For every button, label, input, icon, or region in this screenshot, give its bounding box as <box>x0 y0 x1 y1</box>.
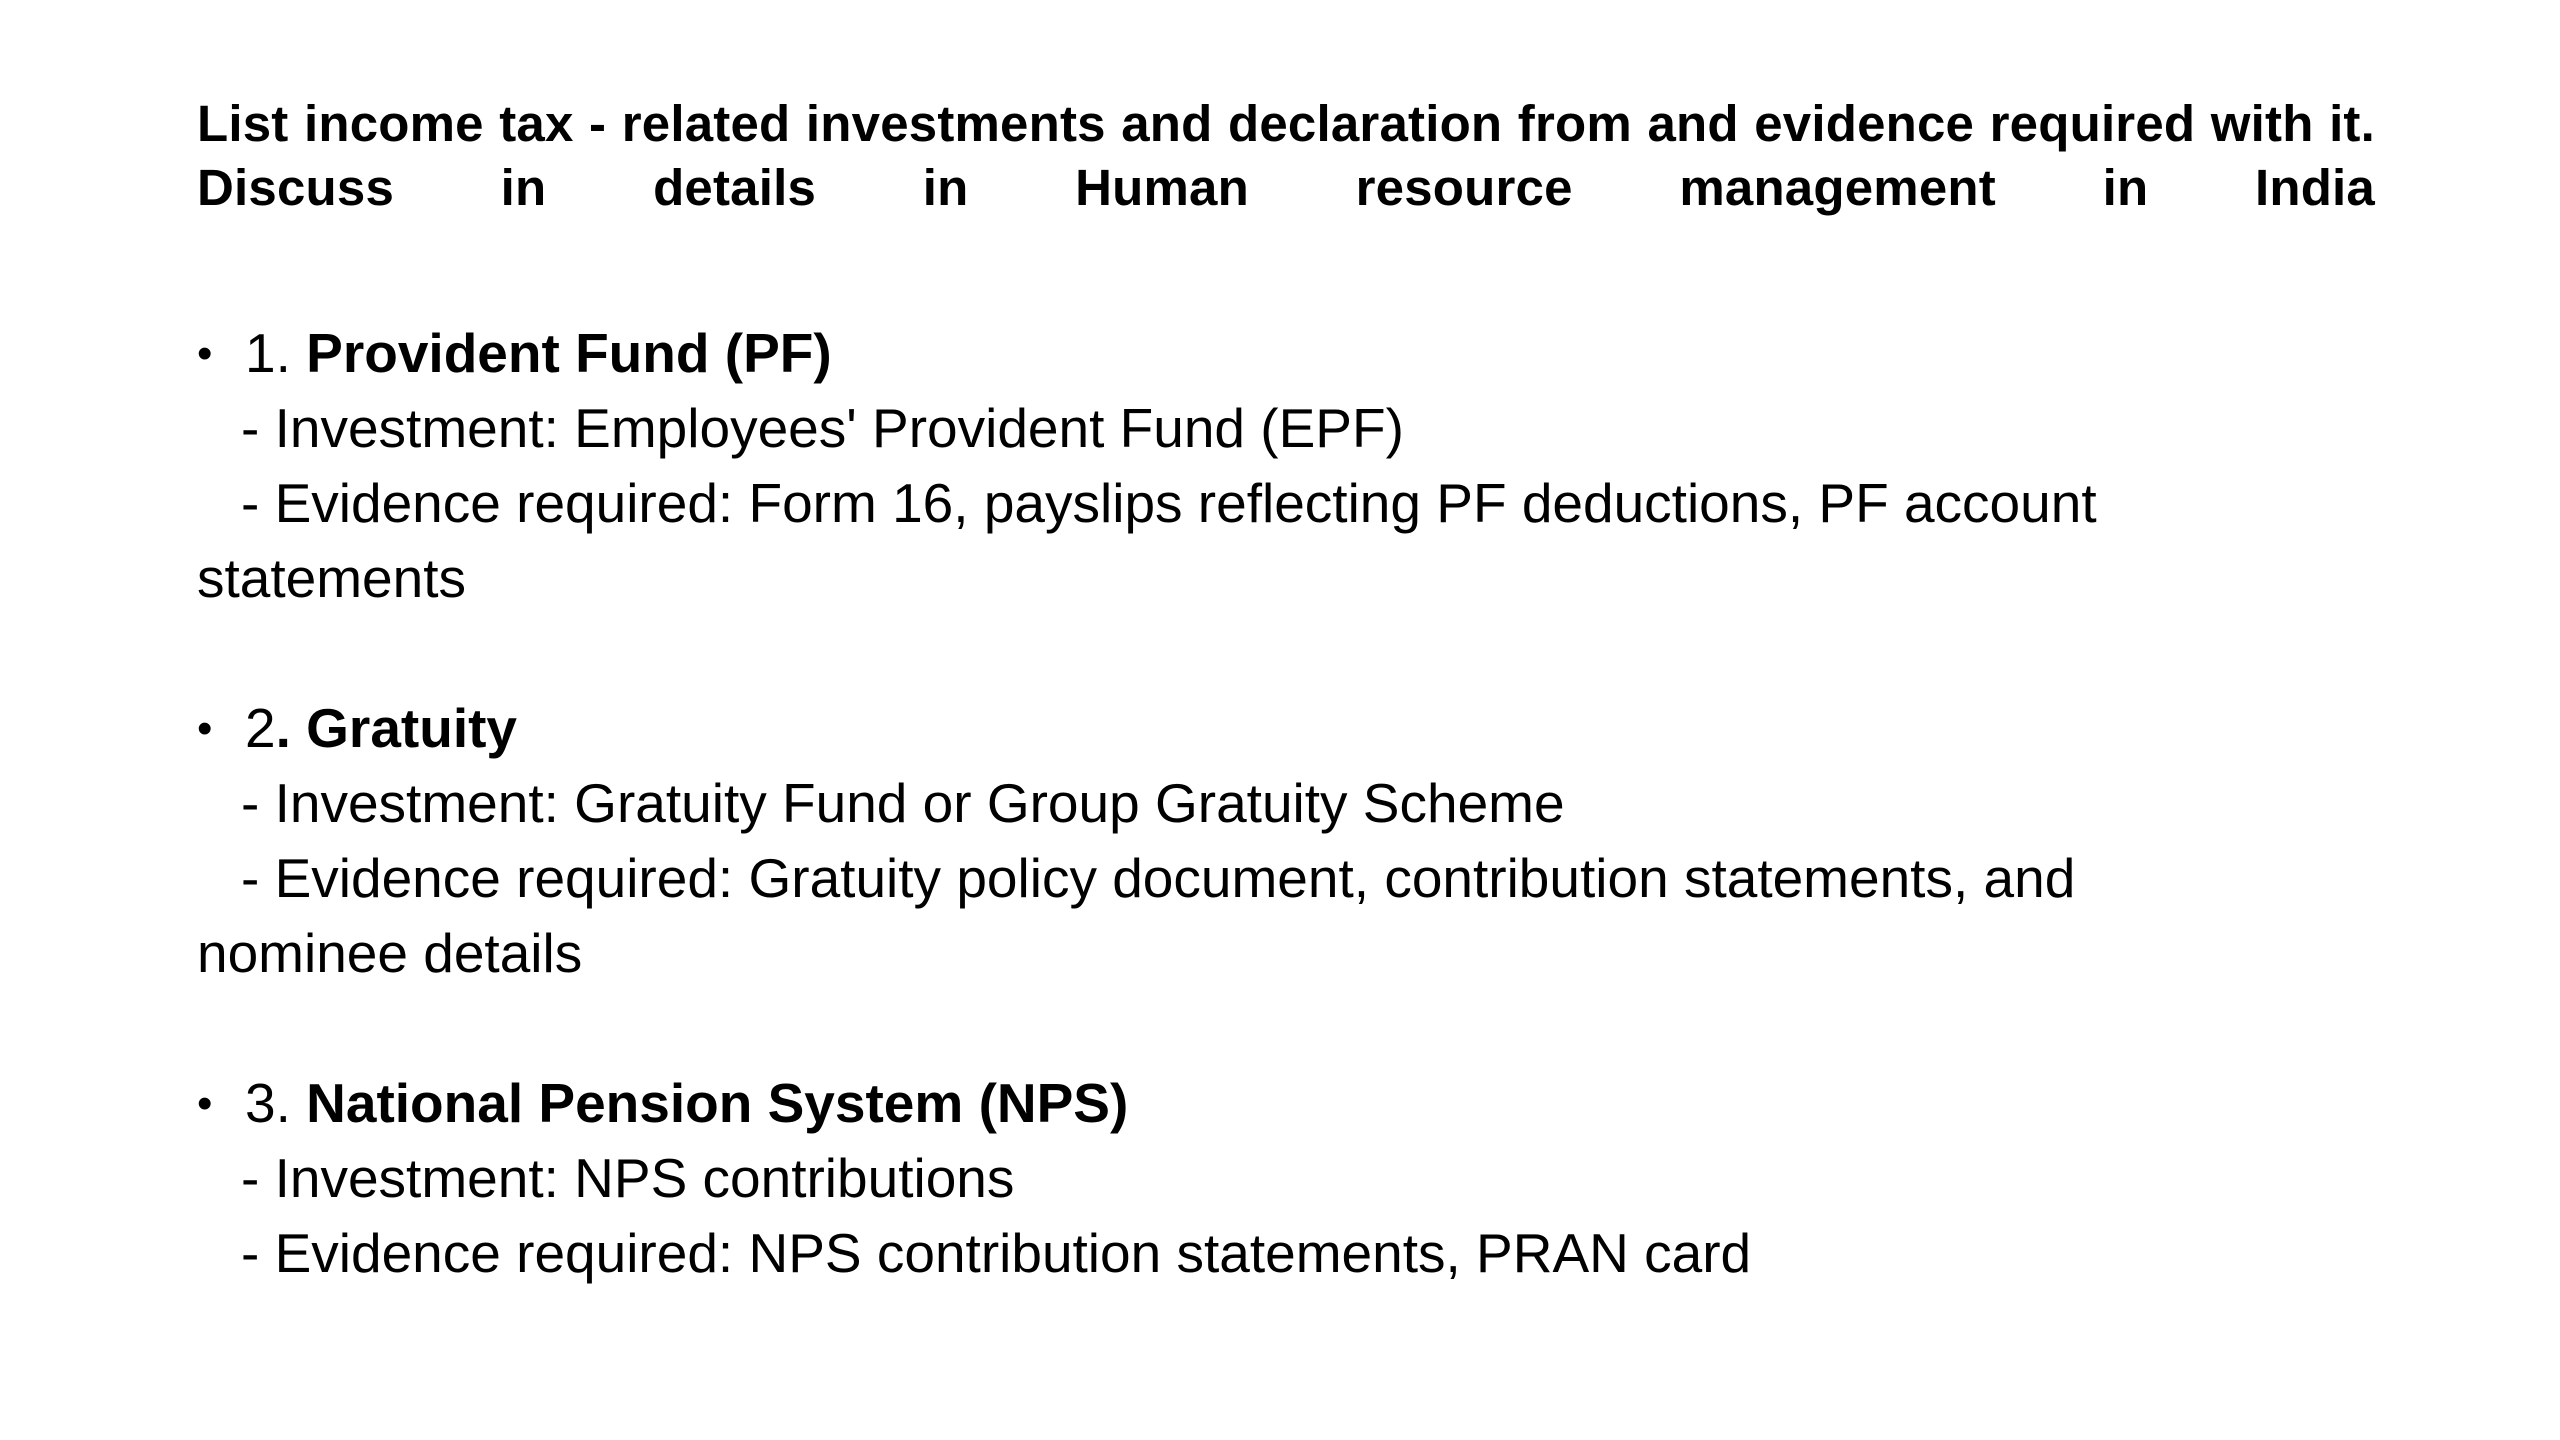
investment-line: - Investment: Gratuity Fund or Group Gratuity Scheme <box>241 772 1565 834</box>
evidence-line-wrap: nominee details <box>197 922 583 984</box>
slide-title: List income tax - related investments and declaration from and evidence required with it. Discuss in details in Human resource management in India <box>197 95 2375 216</box>
item-name: National Pension System (NPS) <box>306 1072 1129 1134</box>
evidence-line: - Evidence required: Form 16, payslips reflecting PF deductions, PF account <box>241 472 2097 534</box>
item-heading <box>197 316 2397 391</box>
investment-line: - Investment: NPS contributions <box>241 1147 1015 1209</box>
investment-line: - Investment: Employees' Provident Fund (EPF) <box>241 397 1404 459</box>
content-list <box>197 316 2397 1291</box>
bullet-icon: • <box>197 704 213 753</box>
item-name: Provident Fund (PF) <box>306 322 832 384</box>
item-name: . Gratuity <box>275 697 518 759</box>
list-item-provident-fund <box>197 316 2397 616</box>
item-number: 3. <box>245 1072 291 1134</box>
item-heading <box>197 691 2397 766</box>
bullet-icon: • <box>197 1079 213 1128</box>
evidence-line: - Evidence required: Gratuity policy document, contribution statements, and <box>241 847 2076 909</box>
bullet-icon: • <box>197 329 213 378</box>
evidence-line: - Evidence required: NPS contribution statements, PRAN card <box>241 1222 1752 1284</box>
item-number: 1. <box>245 322 291 384</box>
list-item-nps <box>197 1066 2397 1291</box>
item-heading <box>197 1066 2397 1141</box>
item-number: 2 <box>245 697 276 759</box>
list-item-gratuity <box>197 691 2397 991</box>
evidence-line-wrap: statements <box>197 547 467 609</box>
